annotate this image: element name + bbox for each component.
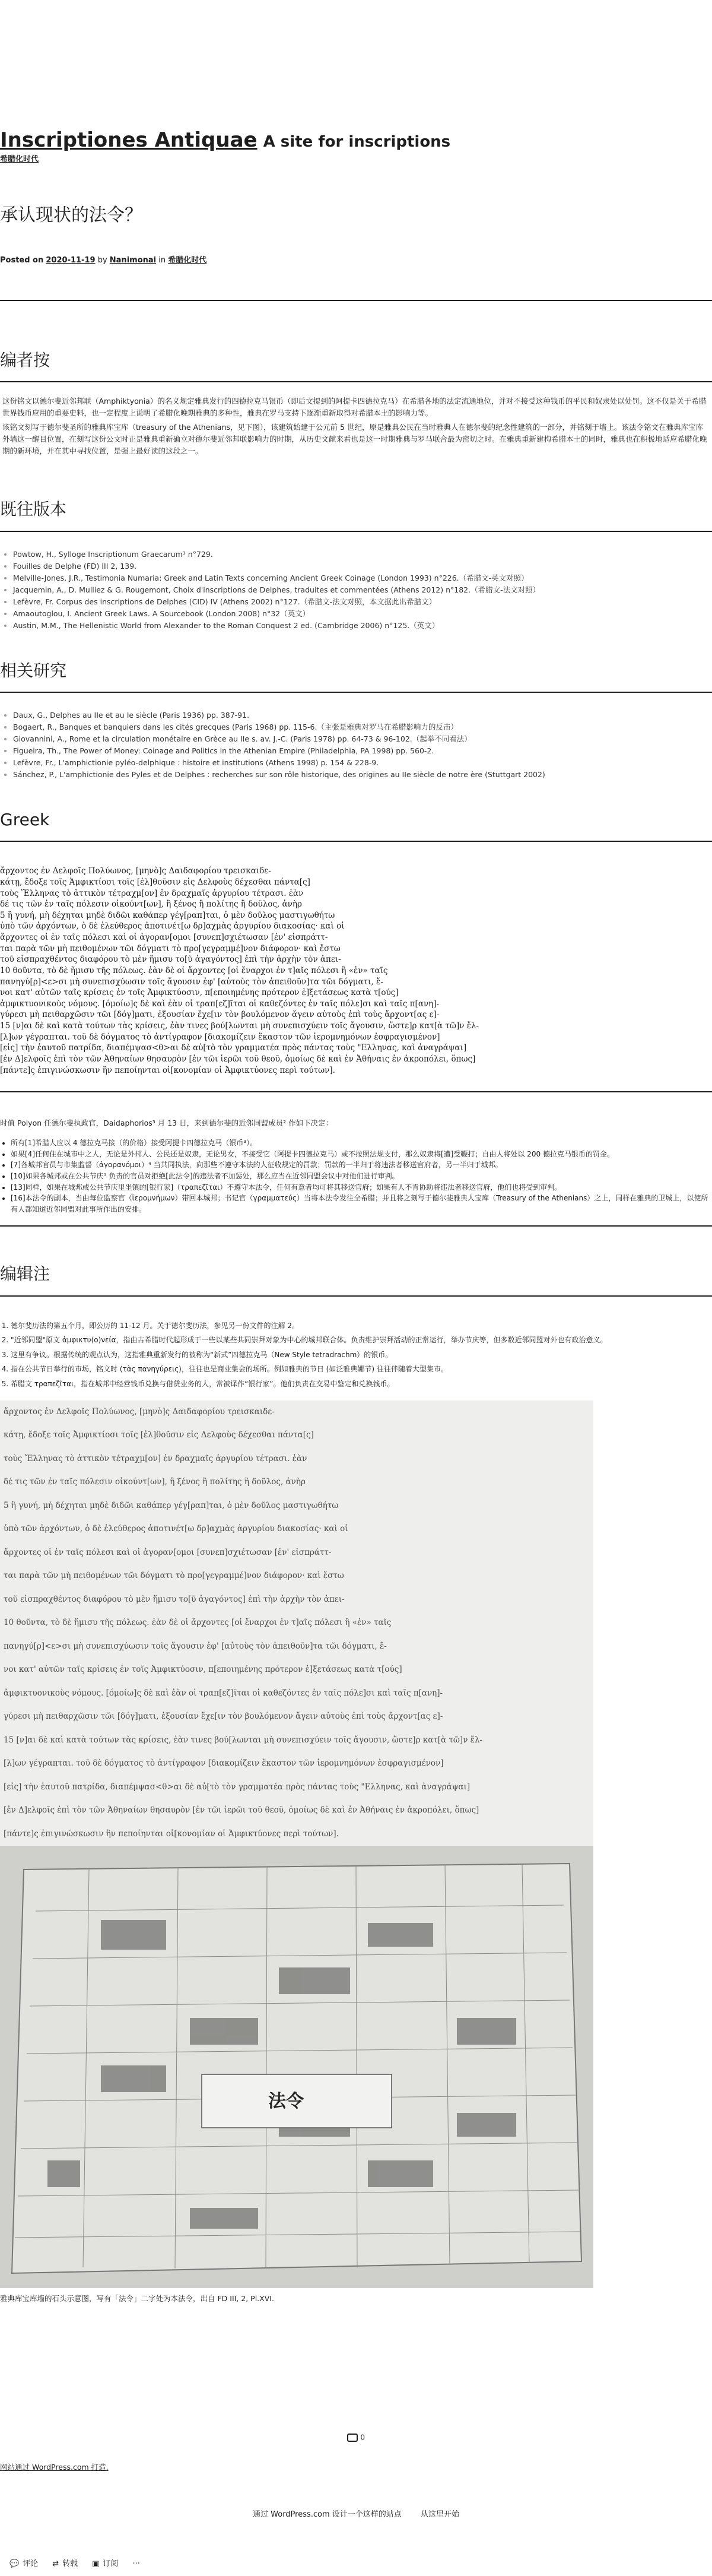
list-item: • 所有[1]希腊人应以 4 德拉克马接（的价格）接受阿提卡四德拉克马（银币³）。: [11, 1138, 712, 1149]
greek-heading: Greek: [0, 809, 50, 829]
greek-text-image: [0, 1401, 593, 1846]
greek-text: [0, 866, 712, 1076]
list-item: • Daux, G., Delphes au IIe et au Ie siècle (Paris 1936) pp. 387-91.: [13, 709, 712, 721]
greek-line: πανηγύ[ρ]<ε>σι μὴ συνεπισχύωσιν τοῖς ἄγουσιν ἐφ' [αὐτοὺς τὸν ἀπειθοῦν]τα τῶι δόγματι, ἔ-: [0, 977, 383, 987]
research-list: [0, 709, 712, 781]
comment-count: 0: [360, 2433, 365, 2442]
divider: [0, 1225, 712, 1227]
greek-line: δέ τις τῶν ἐν ταῖς πόλεσιν οἰκούντ[ων], ἢ ξένος ἢ πολίτης ἢ δοῦλος, ἀνὴρ: [0, 899, 302, 910]
figure-label: 法令: [268, 2091, 304, 2112]
research-section: [0, 658, 712, 781]
divider: [0, 841, 712, 842]
list-item: 1. 德尔斐历法的第五个月，即公历的 11-12 月。关于德尔斐历法，参见另一份文件的注解 2。: [11, 1320, 712, 1332]
greek-section: [0, 807, 712, 1092]
wall-plan-drawing: [0, 1846, 593, 2288]
list-item: • [16]本法令的副本，当由每位监察官（ἱερομνήμων）带回本城邦；书记官（γραμματεύς）当将本法令发往全希腊；并且将之刻写于德尔斐雅典人宝库（Treasury of the Athenians）之上，同样在雅典的卫城上，以使所有人都知道近邻同盟对此事所作出的安排。: [11, 1193, 712, 1215]
notes-section: [0, 1261, 712, 1389]
site-footer: [0, 2461, 712, 2473]
wpcom-banner: [0, 2509, 712, 2521]
list-item: • Sánchez, P., L'amphictionie des Pyles et de Delphes : recherches sur son rôle historique, des origines au IIe siècle de notre ère (Stuttgart 2002): [13, 769, 712, 781]
greek-line: 10 θοῦντα, τὸ δὲ ἥμισυ τῆς πόλεως. ἐὰν δὲ οἱ ἄρχοντες [οἱ ἔναρχοι ἐν τ]αῖς πόλεσι ἢ «ἐν» ταῖς: [0, 965, 388, 975]
greek-line: τοὺς Ἕλληνας τὸ ἀττικὸν τέτραχμ[ον] ἐν δραχμαῖς ἀργυρίου τέτρασι. ἐὰν: [0, 888, 304, 898]
post-date-link[interactable]: 2020-11-19: [46, 255, 96, 265]
comment-icon: 💬: [9, 2559, 20, 2569]
list-item: • Powtow, H., Sylloge Inscriptionum Graecarum³ n°729.: [13, 549, 712, 560]
image-line: ται παρὰ τῶν μὴ πειθομένων τῶι δόγματι τὸ προ[γεγραμμέ]νον διάφορον· καὶ ἔστω: [4, 1571, 344, 1581]
editor-note-paragraph: 该铭文刻写于德尔斐圣所的雅典库宝库（treasury of the Athenians，见下图），该建筑始建于公元前 5 世纪，原是雅典公民在当时雅典人在德尔斐的纪念性建筑的一部分，并铭刻于墙上。该法令铭文在雅典库宝库外墙这一醒目位置，在刻写这份公文时正是雅典重新确立对德尔斐近邻邦联影响力的时期，从历史文献来看也是这一时期雅典与罗马联合最为密切之时。在雅典重新建构希腊本土的同时，雅典也在积极地适应希腊化晚期的新环境，并在其中寻找位置，是强上最好读的这段之一。: [2, 423, 707, 456]
divider: [0, 531, 712, 532]
greek-line: [λ]ων γέγραπται. τοῦ δὲ δόγματος τὸ ἀντίγραφον [διακομίζειν ἕκαστον τῶν ἱερομνημόνων ἐσφραγισμένον]: [0, 1032, 440, 1042]
figure-caption: 雅典库宝库墙的石头示意图，写有「法令」二字处为本法令，出自 FD III, 2, Pl.XVI.: [0, 2294, 274, 2303]
greek-line: ὑπὸ τῶν ἀρχόντων, ὁ δὲ ἐλεύθερος ἀποτινέτ[ω δρ]αχμὰς ἀργυρίου διακοσίας· καὶ οἱ: [0, 921, 345, 931]
list-item: 3. 这里有争议。根据传统的观点认为，这指雅典重新发行的被称为“新式”四德拉克马（New Style tetradrachm）的银币。: [11, 1349, 712, 1361]
get-started-link[interactable]: 从这里开始: [420, 2510, 459, 2519]
image-line: ὑπὸ τῶν ἀρχόντων, ὁ δὲ ἐλεύθερος ἀποτινέτ[ω δρ]αχμὰς ἀργυρίου διακοσίας· καὶ οἱ: [4, 1524, 348, 1534]
divider: [0, 692, 712, 693]
list-item: 2. "近邻同盟"原文 ἀμφικτυ(ο)νεία，指由古希腊时代起形成于一些以某些共同崇拜对象为中心的城邦联合体。负责维护崇拜活动的正常运行，举办节庆等，但多数近邻同盟对外也有政治意义。: [11, 1335, 712, 1346]
posted-on-label: Posted on: [0, 255, 44, 265]
greek-line: ται παρὰ τῶν μὴ πειθομένων τῶι δόγματι τὸ προ[γεγραμμέ]νον διάφορον· καὶ ἔστω: [0, 943, 341, 953]
image-line: ἀμφικτυονικοὺς νόμους. [όμοίω]ς δὲ καὶ ἐὰν οἱ τραπ[εζ]ῖται οἱ καθεζόντες ἐν ταῖς πόλε]σι καὶ ταῖς π[ανη]-: [4, 1688, 443, 1698]
image-line: πανηγύ[ρ]<ε>σι μὴ συνεπισχύωσιν τοῖς ἄγουσιν ἐφ' [αὐτοὺς τὸν ἀπειθοῦν]τα τῶι δόγματι, ἔ-: [4, 1641, 387, 1651]
image-line: 15 [ν]αι δὲ καὶ κατὰ τούτων τὰς κρίσεις, ἐὰν τινες βού[λωνται μὴ συνεπισχύειν τοῖς ἄγουσιν, ὥστε]ρ κατ[ὰ τῶ]ν ἔλ-: [4, 1735, 483, 1745]
editor-note-paragraph: 这份铭文以德尔斐近邻邦联（Amphiktyonia）的名义规定雅典发行的四德拉克马银币（即后文提到的阿提卡四德拉克马）在希腊各地的法定流通地位，并对不接受这种钱币的平民和奴隶处以处罚。这不仅是关于希腊世界钱币应用的重要史料，也一定程度上说明了希腊化晚期雅典的多种性，雅典在罗马支持下逐渐重新取得对希腊本土的影响力等。: [2, 397, 707, 418]
site-header: [0, 0, 712, 166]
image-line: γύρεσι μὴ πειθαρχῶσιν τῶι [δόγ]ματι, ἐξουσίαν ἔχε[ιν τὸν βουλόμενον ἄγειν αὐτοὺς ἐπὶ τοὺς ἄρχοντ[ας ε]-: [4, 1712, 443, 1722]
subscribe-button[interactable]: [92, 2558, 118, 2570]
list-item: • Jacquemin, A., D. Mulliez & G. Rougemont, Choix d'inscriptions de Delphes, traduites et commentées (Athens 2012) n°182.（希腊文-法文对照）: [13, 584, 712, 596]
editor-note-heading: 编者按: [0, 350, 50, 370]
list-item: • Austin, M.M., The Hellenistic World from Alexander to the Roman Conquest 2 ed. (Cambridge 2006) n°125.（英文）: [13, 620, 712, 632]
image-line: [ἐν Δ]ελφοῖς ἐπὶ τὸν τῶν Ἀθηναίων θησαυρὸν [ἐν τῶι ἱερῶι τοῦ θεοῦ, ὁμοίως δὲ καὶ ἐν Ἀθήναις ἐν ἀκροπόλει, ὅπως]: [4, 1805, 479, 1815]
treasury-wall-figure: [0, 1846, 593, 2288]
divider: [0, 381, 712, 382]
greek-line: τοῦ εἰσπραχθέντος διαφόρου τὸ μὲν ἥμισυ το[ῦ ἀγαγόντος] ἐπὶ τὴν ἀρχὴν τὸν ἀπει-: [0, 955, 341, 965]
image-line: [εἰς] τὴν ἑαυτοῦ πατρίδα, διαπέμψασ<θ>αι δὲ αὐ[τὸ τὸν γραμματέα πρὸς πάντας τοὺς "Ελληνας, καὶ ἀναγράψαι]: [4, 1782, 471, 1792]
list-item: • [10]如果各城邦或在公共节庆⁵ 负责的官员对拒绝[此法令]的违法者不加惩处，那么应当在近邻同盟会议中对他们进行审判。: [11, 1171, 712, 1182]
comment-label: 评论: [23, 2559, 39, 2569]
greek-line: ἀμφικτυονικοὺς νόμους. [όμοίω]ς δὲ καὶ ἐὰν οἱ τραπ[εζ]ῖται οἱ καθεζόντες ἐν ταῖς πόλε]σι καὶ ταῖς π[ανη]-: [0, 999, 440, 1009]
reblog-icon: ⇄: [52, 2559, 59, 2569]
list-item: 4. 指在公共节日举行的市场，铭文时 (τὰς πανηγύρεις)，往往也是商业集会的场所。例如雅典的节日 (如泛雅典娜节) 往往伴随着大型集市。: [11, 1364, 712, 1375]
category-link[interactable]: 希腊化时代: [168, 255, 207, 265]
powered-by-link[interactable]: 网站通过 WordPress.com 打造.: [0, 2463, 109, 2472]
action-bar: [0, 2553, 712, 2576]
editions-section: [0, 496, 712, 631]
design-site-link[interactable]: 通过 WordPress.com 设计一个这样的站点: [253, 2510, 402, 2519]
greek-line: 5 ἢ γυνή, μὴ δέχηται μηδὲ διδῶι καθάπερ γέγ[ραπ]ται, ὁ μὲν δοῦλος μαστιγωθήτω: [0, 910, 335, 920]
image-line: ἄρχοντες οἱ ἐν ταῖς πόλεσι καὶ οἱ ἀγοραν[ομοι [συνεπ]σχιέτωσαν [ἐν' εἰσπράττ-: [4, 1547, 332, 1557]
notes-list: [0, 1320, 712, 1390]
greek-line: γύρεσι μὴ πειθαρχῶσιν τῶι [δόγ]ματι, ἐξουσίαν ἔχε[ιν τὸν βουλόμενον ἄγειν αὐτοὺς ἐπὶ τοὺς ἄρχοντ[ας ε]-: [0, 1010, 440, 1020]
post-meta: [0, 255, 712, 267]
editions-heading: 既往版本: [0, 499, 67, 519]
by-label: by: [97, 255, 107, 265]
divider: [0, 300, 712, 301]
list-item: • Lefèvre, Fr. Corpus des inscriptions de Delphes (CID) IV (Athens 2002) n°127.（希腊文-法文对照，本文据此出希腊文）: [13, 596, 712, 608]
comments-area: [0, 2432, 712, 2445]
subscribe-label: 订阅: [103, 2559, 119, 2569]
reblog-button[interactable]: [52, 2558, 78, 2570]
list-item: • Lefèvre, Fr., L'amphictionie pyléo-delphique : histoire et institutions (Athens 1998) p. 154 & 228-9.: [13, 757, 712, 769]
reblog-label: 转载: [62, 2559, 78, 2569]
list-item: • Figueira, Th., The Power of Money: Coinage and Politics in the Athenian Empire (Philadelphia, PA 1998) pp. 560-2.: [13, 745, 712, 757]
translation-intro: 时值 Polyon 任德尔斐执政官，Daidaphorios³ 月 13 日，来到德尔斐的近邻同盟成员² 作如下决定：: [0, 1119, 333, 1128]
greek-line: [εἰς] τὴν ἑαυτοῦ πατρίδα, διαπέμψασ<θ>αι δὲ αὐ[τὸ τὸν γραμματέα πρὸς πάντας τοὺς "Ελληνας, καὶ ἀναγράψαι]: [0, 1043, 467, 1053]
translation-list: [0, 1138, 712, 1215]
editions-list: [0, 549, 712, 632]
image-line: [λ]ων γέγραπται. τοῦ δὲ δόγματος τὸ ἀντίγραφον [διακομίζειν ἕκαστον τῶν ἱερομνημόνων ἐσφραγισμένον]: [4, 1758, 444, 1769]
list-item: • Amaoutoglou, I. Ancient Greek Laws. A Sourcebook (London 2008) n°32（英文）: [13, 608, 712, 620]
post-title: 承认现状的法令？: [0, 205, 142, 226]
research-heading: 相关研究: [0, 660, 67, 680]
greek-line: νοι κατ' αὐτῶν ταῖς κρίσεις ἐν τοῖς Ἀμφικτύοσιν, π[εποιημένης πρότερον ἐ]ξετάσεως κατὰ τ[ούς]: [0, 988, 399, 998]
greek-line: ἄρχοντος ἐν Δελφοῖς Πολύωνος, [μηνὸ]ς Δαιδαφορίου τρεισκαιδε-: [0, 866, 271, 876]
notes-heading: 编辑注: [0, 1264, 50, 1284]
comment-icon[interactable]: [347, 2434, 358, 2442]
image-line: δέ τις τῶν ἐν ταῖς πόλεσιν οἰκούντ[ων], ἢ ξένος ἢ πολίτης ἢ δοῦλος, ἀνὴρ: [4, 1477, 306, 1487]
in-label: in: [158, 255, 166, 265]
more-button[interactable]: ···: [132, 2559, 140, 2569]
list-item: • Fouilles de Delphe (FD) III 2, 139.: [13, 560, 712, 572]
greek-line: [πάντε]ς ἐπιγινώσκωσιν ἣν πεποίηνται οἱ[κονομίαν οἱ Ἀμφικτύονες περὶ τούτων].: [0, 1065, 335, 1075]
image-line: νοι κατ' αὐτῶν ταῖς κρίσεις ἐν τοῖς Ἀμφικτύοσιν, π[εποιημένης πρότερον ἐ]ξετάσεως κατὰ τ[ούς]: [4, 1665, 402, 1675]
list-item: • Giovannini, A., Rome et la circulation monétaire en Grèce au IIe s. av. J.-C. (Paris 1978) pp. 64-73 & 96-102.（起举不同看法）: [13, 733, 712, 745]
site-title: [0, 129, 712, 151]
site-title-link[interactable]: Inscriptiones Antiquae: [0, 128, 258, 152]
list-item: • Bogaert, R., Banques et banquiers dans les cités grecques (Paris 1968) pp. 115-6.（主张是雅典对罗马在希腊影响力的反击）: [13, 721, 712, 733]
image-line: ἄρχοντος ἐν Δελφοῖς Πολύωνος, [μηνὸ]ς Δαιδαφορίου τρεισκαιδε-: [4, 1406, 275, 1417]
divider: [0, 1091, 712, 1092]
author-link[interactable]: Nanimonai: [109, 255, 157, 265]
translation-section: [0, 1117, 712, 1227]
list-item: • Melville-Jones, J.R., Testimonia Numaria: Greek and Latin Texts concerning Ancient Greek Coinage (London 1993) n°226.（希腊文-英文对照）: [13, 572, 712, 584]
editor-note-section: [0, 347, 712, 457]
image-line: [πάντε]ς ἐπιγινώσκωσιν ἣν πεποίηνται οἱ[κονομίαν οἱ Ἀμφικτύονες περὶ τούτων].: [4, 1829, 339, 1839]
image-line: 5 ἢ γυνή, μὴ δέχηται μηδὲ διδῶι καθάπερ γέγ[ραπ]ται, ὁ μὲν δοῦλος μαστιγωθήτω: [4, 1500, 339, 1510]
list-item: • [13]同样，如果在城邦或公共节庆里坐镇的[银行家]（τραπεζῖται）不遵守本法令，任何有意者均可将其移送官府；如果有人不肯协助将违法者移送官府，他们也将受到审判。: [11, 1182, 712, 1193]
greek-line: [ἐν Δ]ελφοῖς ἐπὶ τὸν τῶν Ἀθηναίων θησαυρὸν [ἐν τῶι ἱερῶι τοῦ θεοῦ, ὁμοίως δὲ καὶ ἐν Ἀθήναις ἐν ἀκροπόλει, ὅπως]: [0, 1054, 476, 1064]
comment-button[interactable]: [9, 2558, 38, 2570]
list-item: 5. 希腊文 τραπεζῖται，指在城邦中经营钱币兑换与借贷业务的人，常被译作“银行家”。他们负责在交易中鉴定和兑换钱币。: [11, 1379, 712, 1390]
list-item: • [7]各城邦官员与市集监督（ἀγορανόμοι）⁴ 当共同执法，向那些不遵守本法的人征收规定的罚款；罚款的一半归于将违法者移送官府者，另一半归于城邦。: [11, 1159, 712, 1171]
image-line: τοῦ εἰσπραχθέντος διαφόρου τὸ μὲν ἥμισυ το[ῦ ἀγαγόντος] ἐπὶ τὴν ἀρχὴν τὸν ἀπει-: [4, 1594, 345, 1604]
image-line: κάτῃ, ἔδοξε τοῖς Ἀμφικτίοσι τοῖς [ἐλ]θοῦσιν εἰς Δελφοὺς δέχεσθαι πάντα[ς]: [4, 1430, 314, 1440]
subscribe-icon: ▣: [92, 2559, 100, 2569]
greek-line: κάτῃ, ἔδοξε τοῖς Ἀμφικτίοσι τοῖς [ἐλ]θοῦσιν εἰς Δελφοὺς δέχεσθαι πάντα[ς]: [0, 877, 310, 887]
nav-category-link[interactable]: 希腊化时代: [0, 155, 39, 164]
greek-line: ἄρχοντες οἱ ἐν ταῖς πόλεσι καὶ οἱ ἀγοραν[ομοι [συνεπ]σχιέτωσαν [ἐν' εἰσπράττ-: [0, 933, 328, 943]
divider: [0, 1295, 712, 1297]
image-line: 10 θοῦντα, τὸ δὲ ἥμισυ τῆς πόλεως. ἐὰν δὲ οἱ ἄρχοντες [οἱ ἔναρχοι ἐν τ]αῖς πόλεσι ἢ «ἐν» ταῖς: [4, 1618, 392, 1628]
list-item: • 如果[4]任何住在城市中之人，无论是外邦人、公民还是奴隶，无论男女，不接受它（阿提卡四德拉克马）或不按照法规支付，那么奴隶将[遭]受鞭打；自由人将处以 200 德拉克马银币的罚金。: [11, 1149, 712, 1160]
image-line: τοὺς Ἕλληνας τὸ ἀττικὸν τέτραχμ[ον] ἐν δραχμαῖς ἀργυρίου τέτρασι. ἐὰν: [4, 1453, 307, 1463]
greek-line: 15 [ν]αι δὲ καὶ κατὰ τούτων τὰς κρίσεις, ἐὰν τινες βού[λωνται μὴ συνεπισχύειν τοῖς ἄγουσιν, ὥστε]ρ κατ[ὰ τῶ]ν ἔλ-: [0, 1021, 479, 1031]
site-tagline: A site for inscriptions: [263, 133, 451, 151]
